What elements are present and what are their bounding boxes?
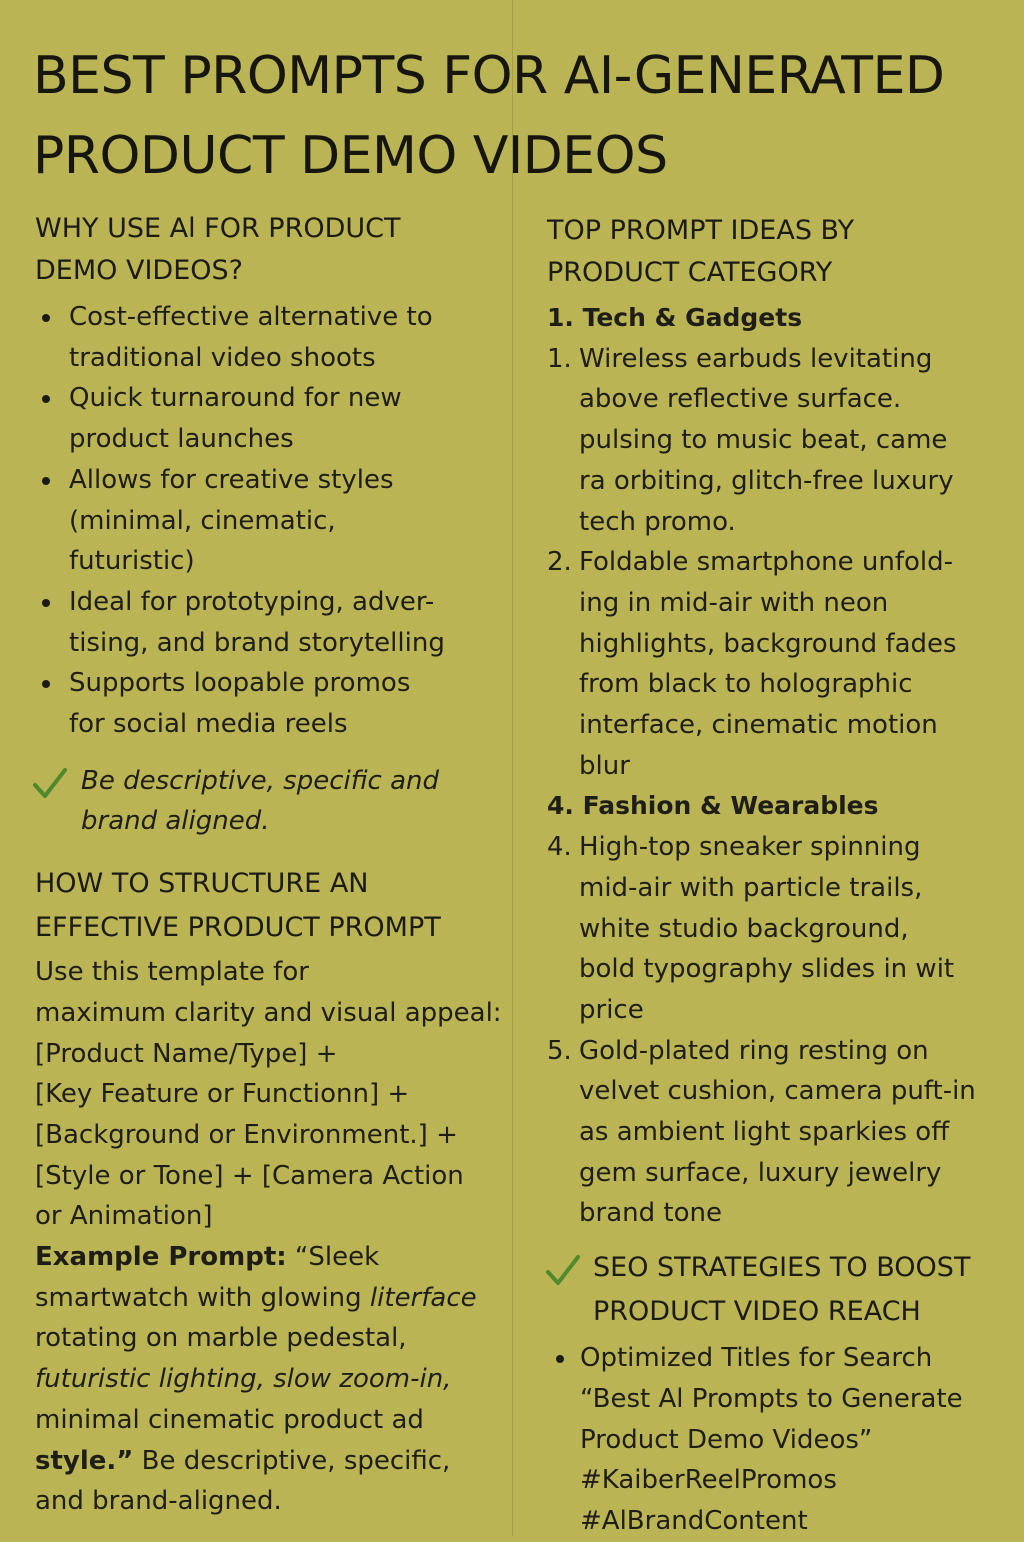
example-line (35, 1441, 515, 1482)
list-item (35, 582, 515, 663)
seo-heading-line-1: SEO STRATEGIES TO BOOST (593, 1252, 971, 1284)
title-line-2: PRODUCT DEMO VIDEOS (33, 126, 668, 186)
list-item (547, 1031, 1017, 1235)
intro-text: maximum clarity and visual appeal: (35, 997, 502, 1028)
item-text: gem surface, luxury jewelry (579, 1157, 942, 1188)
title-line-1: BEST PROMPTS FOR AI-GENERATED (33, 46, 945, 106)
example-text: Be descriptive, specific, (133, 1445, 451, 1476)
example-prompt (35, 1237, 515, 1278)
seo-bullet-list (547, 1338, 1017, 1542)
tech-prompt-list (547, 339, 1017, 787)
checkmark-icon (545, 1254, 581, 1288)
seo-text: Product Demo Videos” (580, 1424, 873, 1455)
list-item (35, 460, 515, 582)
seo-text: “Best Al Prompts to Generate (580, 1383, 963, 1414)
example-text: minimal cinematic product ad (35, 1404, 424, 1435)
item-text: highlights, background fades (579, 628, 957, 659)
seo-heading-line-2: PRODUCT VIDEO REACH (593, 1296, 921, 1328)
template-line: [Key Feature or Functionn] + (35, 1079, 410, 1110)
item-text: ra orbiting, glitch-free luxury (579, 465, 954, 496)
item-text: brand tone (579, 1198, 722, 1229)
bullet-text: Quick turnaround for new (69, 383, 402, 414)
list-item (35, 297, 515, 378)
item-text: High-top sneaker spinning (579, 832, 921, 863)
bullet-text: traditional video shoots (69, 342, 376, 373)
bullet-text: Allows for creative styles (69, 464, 394, 495)
structure-heading-line-2: EFFECTIVE PRODUCT PROMPT (35, 912, 441, 944)
checkmark-icon (32, 767, 68, 801)
fashion-prompt-list (547, 827, 1017, 1234)
category-heading-fashion: 4. Fashion & Wearables (547, 791, 879, 821)
example-label: Example Prompt: (35, 1242, 287, 1273)
example-text-italic: literface (369, 1282, 477, 1313)
item-text: from black to holographic (579, 669, 913, 700)
item-text: ing in mid-air with neon (579, 587, 889, 618)
item-text: pulsing to music beat, came (579, 425, 948, 456)
right-column (547, 210, 1017, 1542)
item-number: 5. (547, 1035, 572, 1066)
why-heading (35, 208, 515, 292)
list-item (35, 378, 515, 459)
example-text: smartwatch with glowing (35, 1282, 370, 1313)
page-title (33, 36, 1013, 196)
item-text: Wireless earbuds levitating (579, 343, 933, 374)
item-text: interface, cinematic motion (579, 710, 938, 741)
left-column (35, 208, 515, 1522)
bullet-text: for social media reels (69, 709, 348, 740)
bullet-text: Ideal for prototyping, adver- (69, 586, 435, 617)
template-line: [Product Name/Type] + (35, 1038, 338, 1069)
example-text: “Sleek (286, 1242, 380, 1273)
item-text: white studio background, (579, 913, 909, 944)
item-text: tech promo. (579, 506, 736, 537)
seo-text: Optimized Titles for Search (580, 1343, 933, 1374)
hashtag: #AlBrandContent (580, 1505, 808, 1536)
intro-text: Use this template for (35, 957, 309, 988)
bullet-text: tising, and brand storytelling (69, 627, 445, 658)
tip-text: brand aligned. (81, 806, 270, 837)
bullet-text: Supports loopable promos (69, 668, 411, 699)
example-line (35, 1278, 515, 1319)
structure-body (35, 952, 515, 1522)
ideas-heading-line-2: PRODUCT CATEGORY (547, 257, 833, 288)
template-line: [Style or Tone] + [Camera Action (35, 1160, 464, 1191)
list-item (547, 827, 1017, 1031)
item-text: velvet cushion, camera puft-in (579, 1076, 976, 1107)
tip-callout (35, 761, 515, 842)
item-number: 1. (547, 343, 572, 374)
item-text: Foldable smartphone unfold- (579, 547, 954, 578)
hashtag: #KaiberReelPromos (580, 1465, 837, 1496)
ideas-heading-line-1: TOP PROMPT IDEAS BY (547, 215, 855, 246)
example-text-bold: style.” (35, 1445, 134, 1476)
item-text: bold typography slides in wit (579, 954, 955, 985)
item-text: Gold-plated ring resting on (579, 1035, 929, 1066)
why-heading-line-1: WHY USE Al FOR PRODUCT (35, 213, 401, 244)
ideas-heading (547, 210, 1017, 294)
item-text: above reflective surface. (579, 384, 902, 415)
structure-heading-line-1: HOW TO STRUCTURE AN (35, 868, 369, 900)
structure-heading (35, 862, 515, 950)
list-item (547, 339, 1017, 543)
seo-section (547, 1246, 1017, 1334)
item-text: mid-air with particle trails, (579, 872, 923, 903)
item-text: blur (579, 750, 630, 781)
example-text: rotating on marble pedestal, (35, 1323, 407, 1354)
bullet-text: product launches (69, 424, 294, 455)
list-item (547, 542, 1017, 786)
template-line: or Animation] (35, 1201, 213, 1232)
why-bullet-list (35, 297, 515, 745)
list-item (35, 663, 515, 744)
template-line: [Background or Environment.] + (35, 1119, 458, 1150)
bullet-text: (minimal, cinematic, (69, 505, 336, 536)
seo-heading (593, 1246, 1017, 1334)
tip-text: Be descriptive, specific and (81, 765, 440, 796)
why-heading-line-2: DEMO VIDEOS? (35, 255, 243, 286)
item-text: as ambient light sparkies off (579, 1117, 950, 1148)
bullet-text: Cost-effective alternative to (69, 302, 433, 332)
bullet-text: futuristic) (69, 546, 195, 577)
item-text: price (579, 994, 644, 1025)
example-text: and brand-aligned. (35, 1486, 282, 1517)
item-number: 4. (547, 832, 572, 863)
example-text-italic: futuristic lighting, slow zoom-in, (35, 1364, 452, 1395)
category-heading-tech: 1. Tech & Gadgets (547, 303, 803, 332)
list-item (547, 1338, 1017, 1542)
item-number: 2. (547, 547, 572, 578)
